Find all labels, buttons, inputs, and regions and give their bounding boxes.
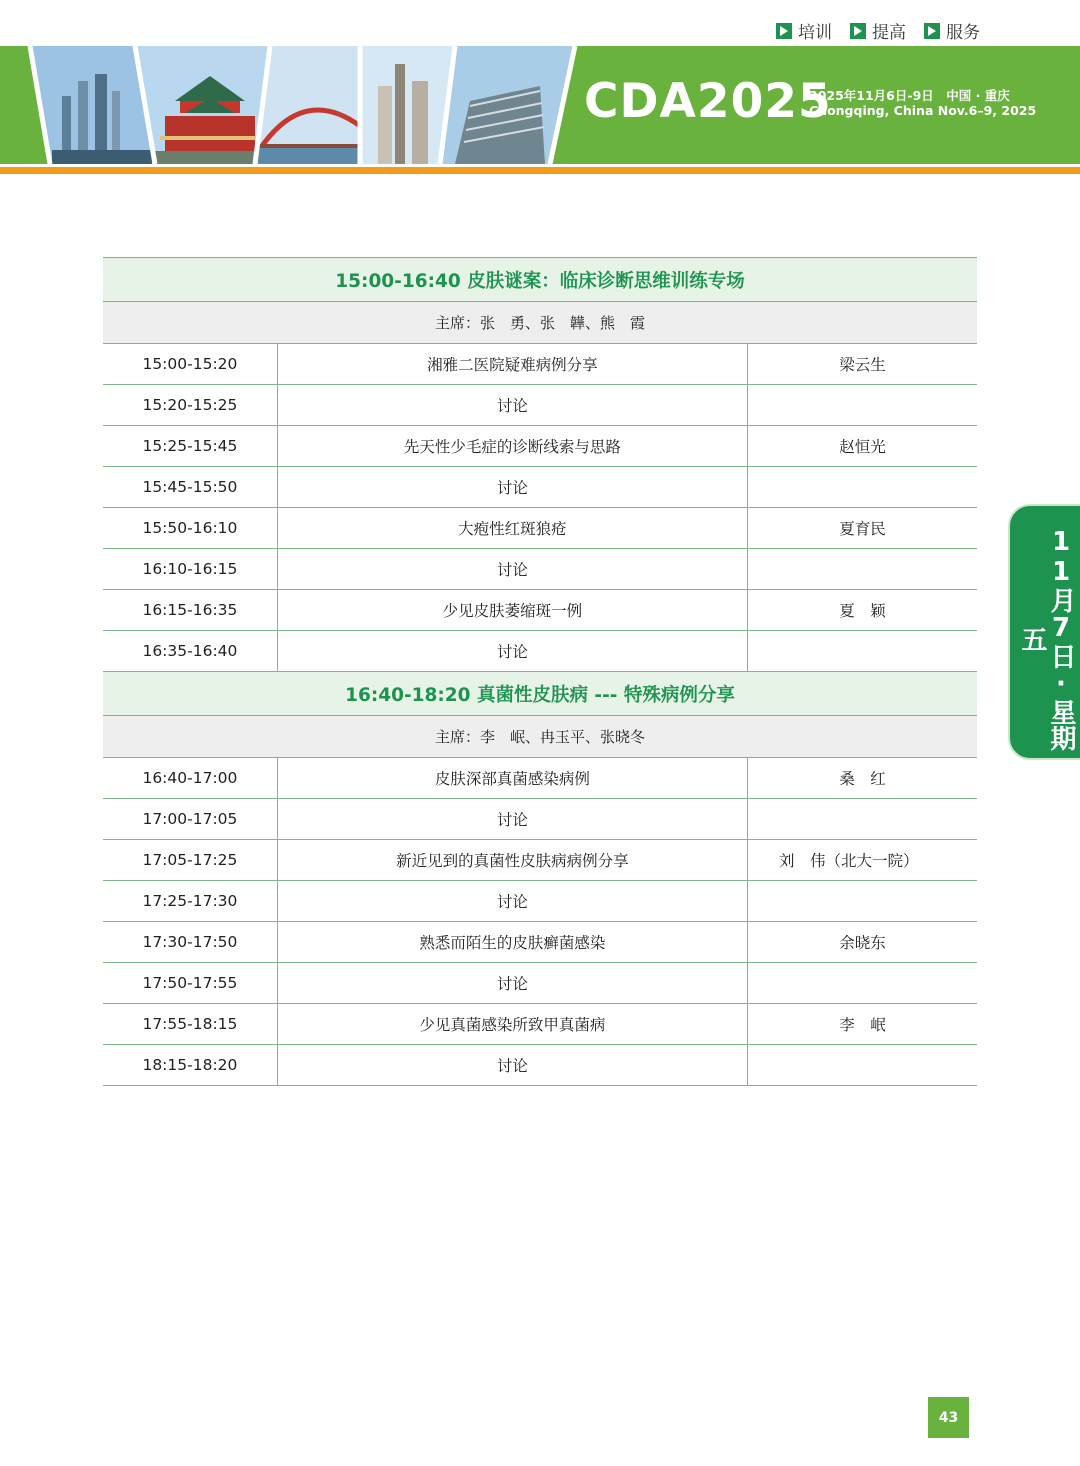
speaker-cell: 梁云生: [747, 344, 977, 385]
nav-item-service: [924, 18, 980, 43]
banner-orange-stripe: [0, 167, 1080, 174]
time-cell: 15:50-16:10: [103, 508, 277, 549]
topic-cell: 湘雅二医院疑难病例分享: [277, 344, 747, 385]
time-cell: 15:25-15:45: [103, 426, 277, 467]
schedule-table: [103, 257, 977, 1086]
speaker-cell: [747, 963, 977, 1004]
table-row: [103, 631, 977, 672]
speaker-cell: 刘 伟（北大一院）: [747, 840, 977, 881]
date-side-tab: [1008, 504, 1080, 760]
table-row: [103, 508, 977, 549]
date-side-tab-label: 11月7日·星期五: [1017, 527, 1076, 751]
time-cell: 16:40-17:00: [103, 758, 277, 799]
topic-cell: 新近见到的真菌性皮肤病病例分享: [277, 840, 747, 881]
nav-item-improve: [850, 18, 906, 43]
nav-item-training: [776, 18, 832, 43]
header-banner: [0, 46, 1080, 164]
time-cell: 18:15-18:20: [103, 1045, 277, 1086]
topic-cell: 大疱性红斑狼疮: [277, 508, 747, 549]
time-cell: 17:25-17:30: [103, 881, 277, 922]
table-row: [103, 1045, 977, 1086]
time-cell: 17:05-17:25: [103, 840, 277, 881]
speaker-cell: [747, 467, 977, 508]
speaker-cell: [747, 385, 977, 426]
table-row: [103, 758, 977, 799]
session-chairs: 主席：李 岷、冉玉平、张晓冬: [103, 716, 977, 758]
session-header: [103, 258, 977, 302]
time-cell: 15:45-15:50: [103, 467, 277, 508]
session-title: 16:40-18:20 真菌性皮肤病 --- 特殊病例分享: [103, 672, 977, 716]
top-nav: [776, 18, 980, 43]
speaker-cell: 李 岷: [747, 1004, 977, 1045]
play-arrow-icon: [776, 22, 794, 40]
table-row: [103, 922, 977, 963]
time-cell: 15:20-15:25: [103, 385, 277, 426]
topic-cell: 熟悉而陌生的皮肤癣菌感染: [277, 922, 747, 963]
time-cell: 17:30-17:50: [103, 922, 277, 963]
topic-cell: 讨论: [277, 549, 747, 590]
topic-cell: 讨论: [277, 467, 747, 508]
table-row: [103, 549, 977, 590]
time-cell: 17:55-18:15: [103, 1004, 277, 1045]
chair-row: [103, 302, 977, 344]
speaker-cell: 夏育民: [747, 508, 977, 549]
session-title: 15:00-16:40 皮肤谜案：临床诊断思维训练专场: [103, 258, 977, 302]
topic-cell: 讨论: [277, 881, 747, 922]
time-cell: 16:10-16:15: [103, 549, 277, 590]
nav-item-label: 培训: [798, 23, 832, 43]
table-row: [103, 385, 977, 426]
table-row: [103, 799, 977, 840]
topic-cell: 少见皮肤萎缩斑一例: [277, 590, 747, 631]
topic-cell: 讨论: [277, 963, 747, 1004]
speaker-cell: [747, 799, 977, 840]
event-logo-title: CDA2025: [584, 74, 832, 129]
table-row: [103, 344, 977, 385]
topic-cell: 先天性少毛症的诊断线索与思路: [277, 426, 747, 467]
table-row: [103, 1004, 977, 1045]
speaker-cell: 夏 颖: [747, 590, 977, 631]
topic-cell: 少见真菌感染所致甲真菌病: [277, 1004, 747, 1045]
time-cell: 16:15-16:35: [103, 590, 277, 631]
nav-item-label: 服务: [946, 23, 980, 43]
time-cell: 16:35-16:40: [103, 631, 277, 672]
event-date-location: [809, 88, 1036, 118]
play-arrow-icon: [850, 22, 868, 40]
speaker-cell: [747, 1045, 977, 1086]
speaker-cell: 余晓东: [747, 922, 977, 963]
event-date-en: Chongqing, China Nov.6–9, 2025: [809, 103, 1037, 118]
event-date-cn: 2025年11月6日-9日 中国 · 重庆: [809, 88, 1010, 103]
chair-row: [103, 716, 977, 758]
time-cell: 17:50-17:55: [103, 963, 277, 1004]
table-row: [103, 426, 977, 467]
speaker-cell: 桑 红: [747, 758, 977, 799]
play-arrow-icon: [924, 22, 942, 40]
speaker-cell: [747, 549, 977, 590]
time-cell: 17:00-17:05: [103, 799, 277, 840]
nav-item-label: 提高: [872, 23, 906, 43]
table-row: [103, 840, 977, 881]
session-header: [103, 672, 977, 716]
speaker-cell: [747, 881, 977, 922]
table-row: [103, 590, 977, 631]
table-row: [103, 467, 977, 508]
topic-cell: 皮肤深部真菌感染病例: [277, 758, 747, 799]
session-chairs: 主席：张 勇、张 韡、熊 霞: [103, 302, 977, 344]
speaker-cell: [747, 631, 977, 672]
time-cell: 15:00-15:20: [103, 344, 277, 385]
topic-cell: 讨论: [277, 1045, 747, 1086]
topic-cell: 讨论: [277, 631, 747, 672]
chongqing-skyline-photo-collage: [0, 46, 590, 164]
speaker-cell: 赵恒光: [747, 426, 977, 467]
table-row: [103, 881, 977, 922]
topic-cell: 讨论: [277, 385, 747, 426]
table-row: [103, 963, 977, 1004]
topic-cell: 讨论: [277, 799, 747, 840]
page-number: 43: [928, 1397, 969, 1438]
